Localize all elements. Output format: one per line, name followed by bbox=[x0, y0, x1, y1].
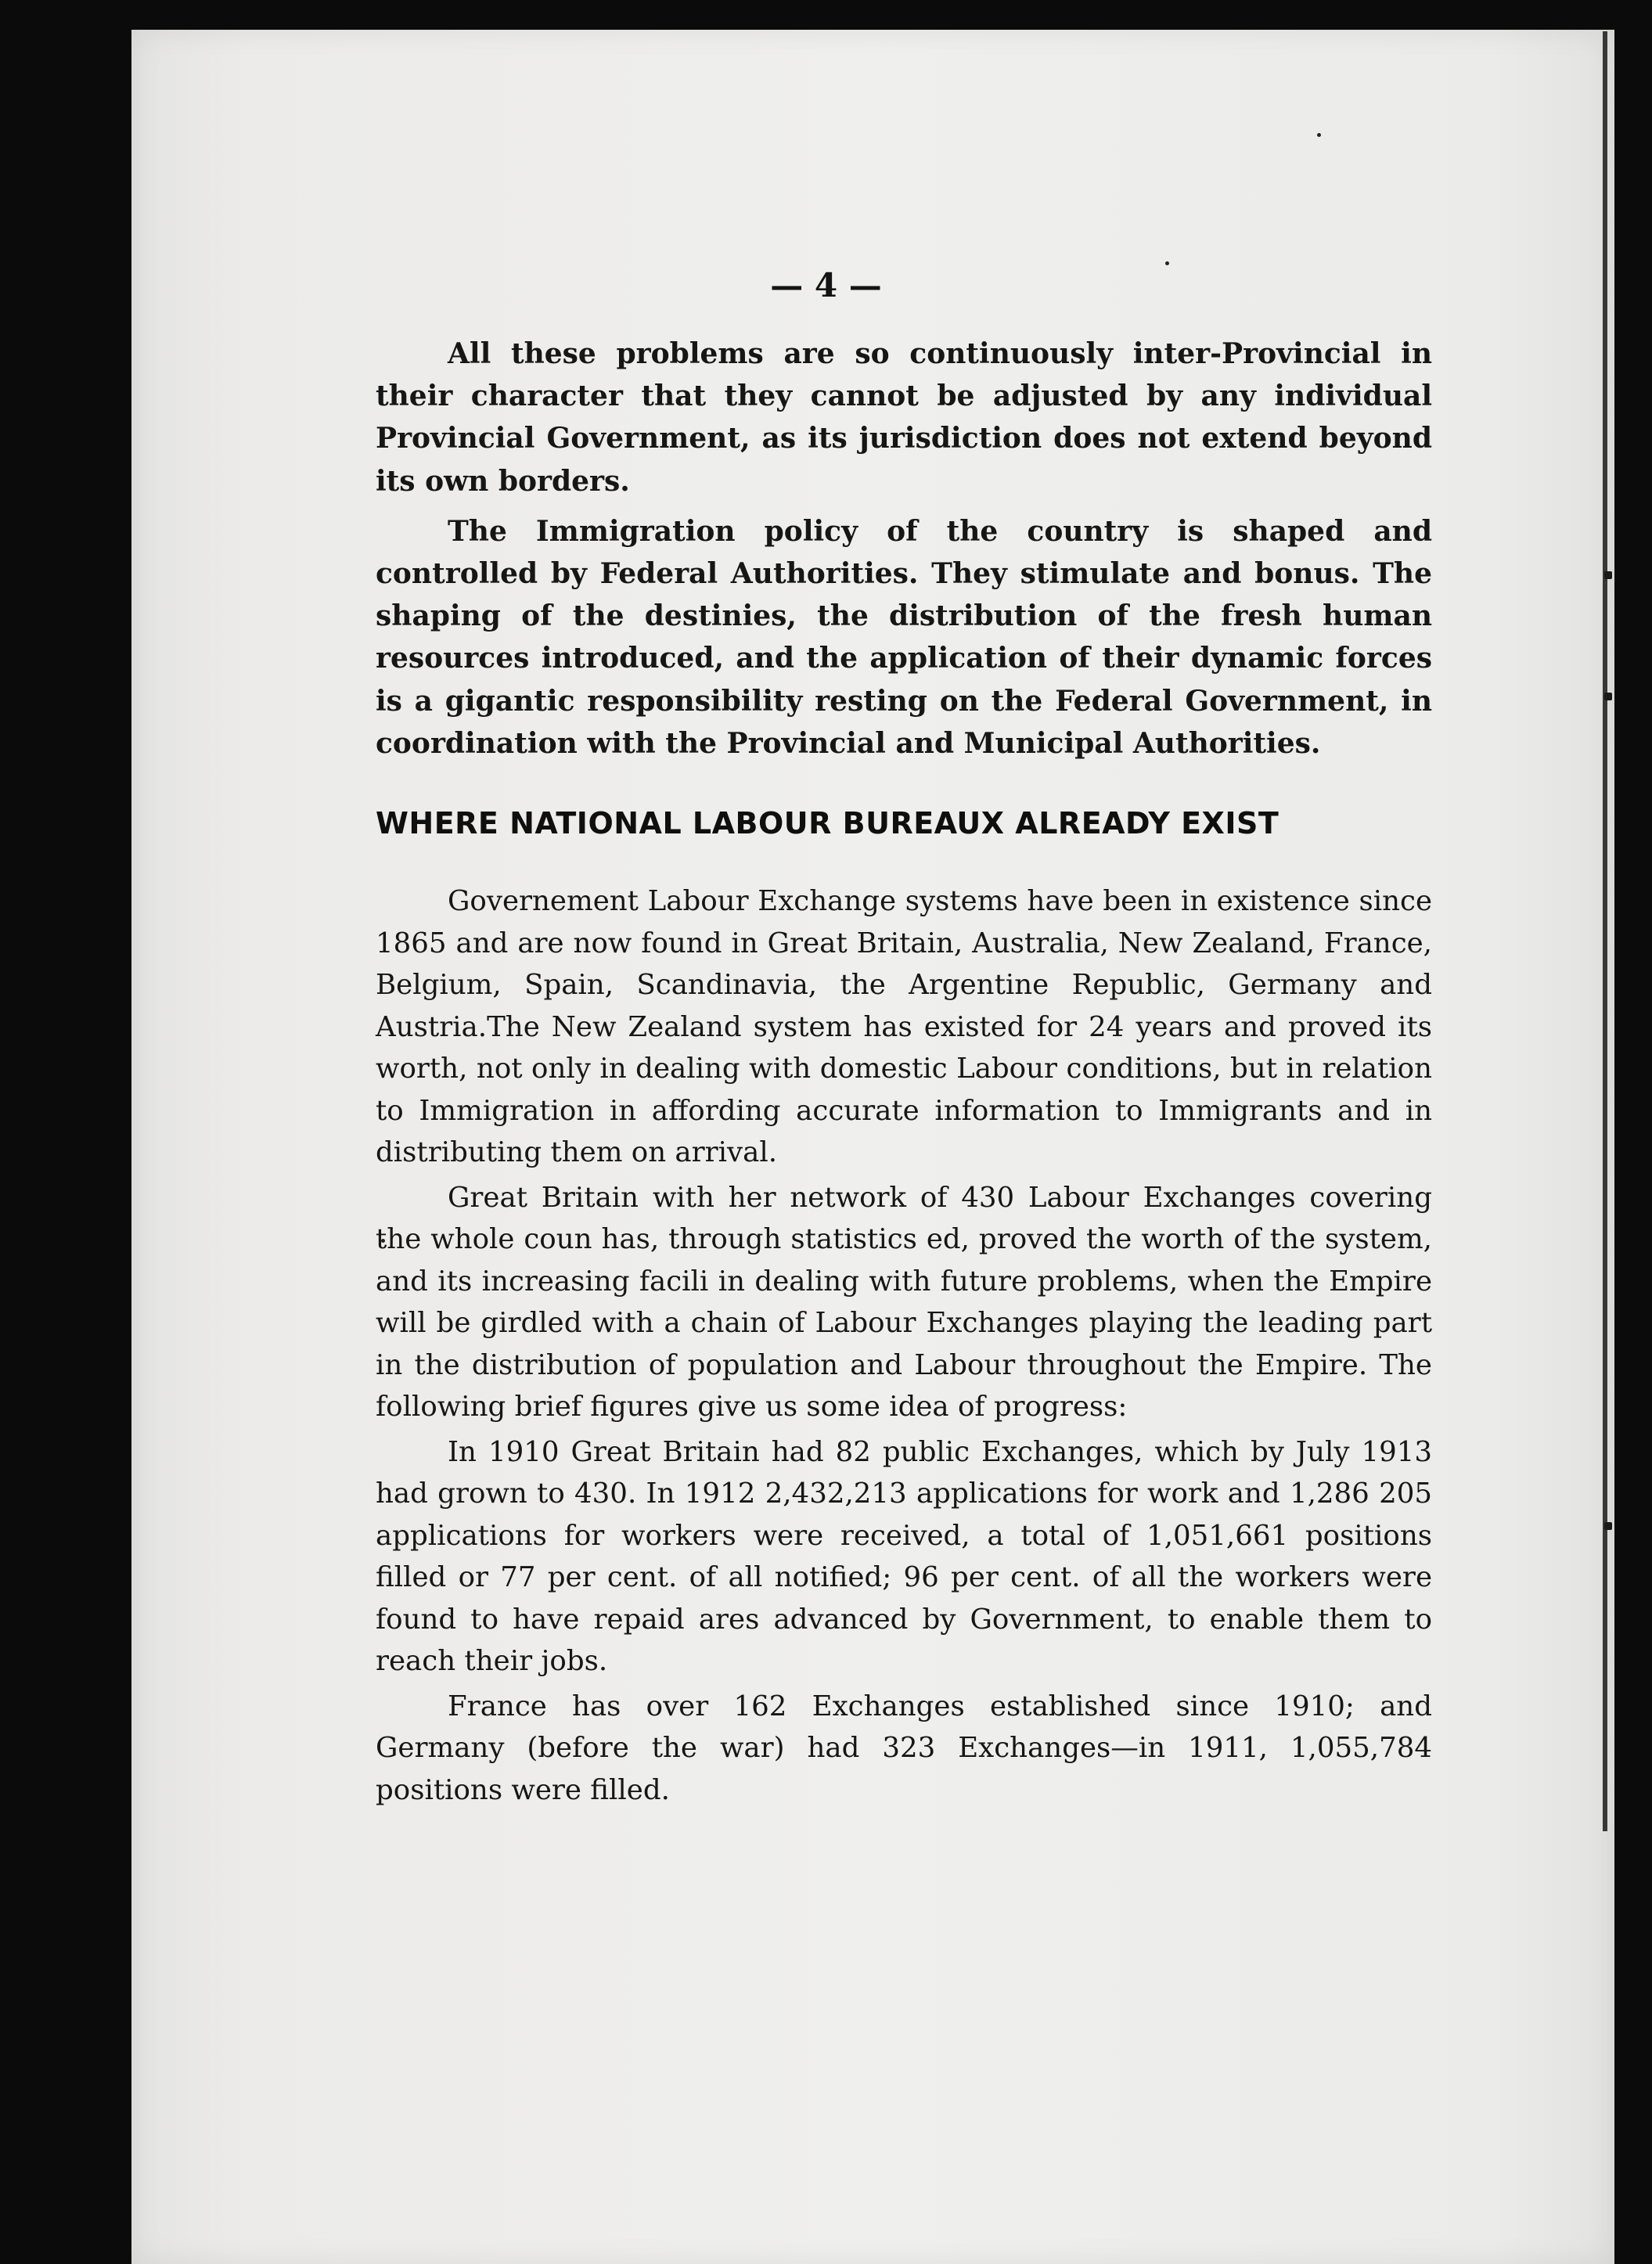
section-2-body bbox=[376, 880, 1432, 1811]
page-number: — 4 — bbox=[770, 266, 882, 304]
margin-mark bbox=[1604, 1522, 1612, 1530]
section-heading: WHERE NATIONAL LABOUR BUREAUX ALREADY EXIST bbox=[376, 806, 1279, 840]
paragraph: The Immigration policy of the country is shaped and controlled by Federal Authorities. They stimulate and bonus. The shaping of the destinies, the distribution of the fresh human resources introduced, and the application of their dynamic forces is a gigantic responsibility resting on the Federal Government, in coordination with the Provincial and Municipal Authorities. bbox=[376, 514, 1432, 760]
paragraph: Governement Labour Exchange systems have been in existence since 1865 and are now found in Great Britain, Australia, New Zealand, France, Belgium, Spain, Scandinavia, the Argentine Republic, Germany and Austria.The New Zealand system has existed for 24 years and proved its worth, not only in dealing with domestic Labour conditions, but in relation to Immigration in affording accurate information to Immigrants and in distributing them on arrival. bbox=[376, 885, 1432, 1168]
paragraph: All these problems are so continuously inter-Provincial in their character that they cannot be adjusted by any individual Provincial Government, as its jurisdiction does not extend beyond its own borders. bbox=[376, 337, 1432, 498]
dust-speck bbox=[1317, 133, 1321, 137]
margin-mark bbox=[1604, 571, 1612, 579]
section-1-body bbox=[376, 333, 1432, 765]
margin-mark bbox=[1604, 693, 1612, 700]
paragraph: France has over 162 Exchanges established since 1910; and Germany (before the war) had 323 Exchanges—in 1911, 1,055,784 positions were filled. bbox=[376, 1690, 1432, 1806]
paragraph: In 1910 Great Britain had 82 public Exchanges, which by July 1913 had grown to 430. In 1912 2,432,213 applications for work and 1,286 205 applications for workers were received, a total of 1,051,661 positions filled or 77 per cent. of all notified; 96 per cent. of all the workers were found to have repaid ares advanced by Government, to enable them to reach their jobs. bbox=[376, 1435, 1432, 1677]
paragraph: Great Britain with her network of 430 Labour Exchanges covering the whole coun has, through statistics ed, proved the worth of the system, and its increasing facili in dealing with future problems, when the Empire will be girdled with a chain of Labour Exchanges playing the leading part in the distribution of population and Labour throughout the Empire. The following brief figures give us some idea of progress: bbox=[376, 1181, 1432, 1423]
dust-speck bbox=[1165, 261, 1169, 265]
